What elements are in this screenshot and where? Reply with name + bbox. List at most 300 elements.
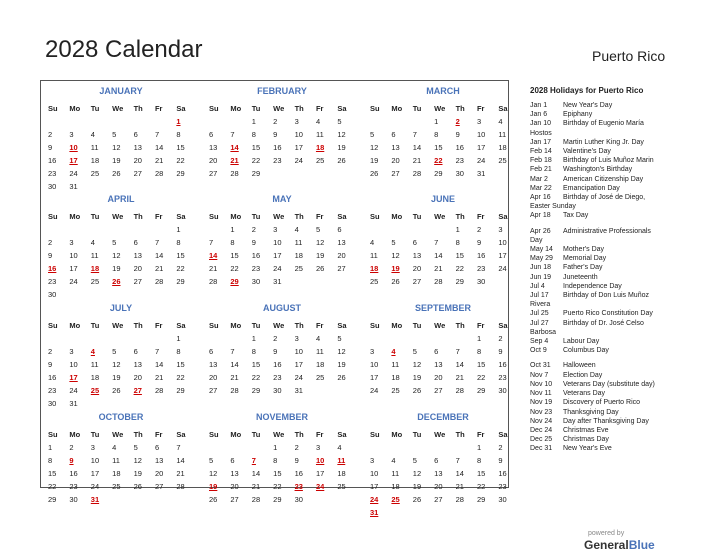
day-cell: 28 [209, 277, 218, 286]
day-cell: 15 [476, 360, 486, 369]
weekday-header: Su [209, 430, 219, 439]
day-cell: 5 [112, 238, 117, 247]
weekday-header: We [434, 104, 446, 113]
day-cell: 20 [391, 156, 400, 165]
empty-cell [46, 115, 67, 128]
day-cell: 13 [133, 143, 142, 152]
holiday-date: Nov 23 [530, 408, 553, 416]
holiday-date: Jan 6 [530, 111, 548, 119]
day-cell: 3 [476, 117, 482, 126]
holiday-name: Emancipation Day [563, 184, 620, 192]
day-cell: 7 [434, 238, 439, 247]
day-cell: 26 [133, 482, 142, 491]
weekday-header: We [273, 321, 285, 330]
day-cell: 16 [455, 143, 464, 152]
day-cell: 15 [176, 360, 185, 369]
weekday-header: Sa [498, 430, 508, 439]
day-cell: 10 [69, 143, 78, 152]
day-cell: 16 [498, 469, 507, 478]
day-cell: 26 [209, 495, 218, 504]
day-cell: 24 [370, 495, 379, 504]
day-cell: 30 [69, 495, 78, 504]
region-label: Puerto Rico [592, 48, 666, 64]
day-cell: 20 [434, 482, 443, 491]
weekday-header: Sa [176, 430, 186, 439]
day-cell: 21 [434, 264, 443, 273]
day-cell: 6 [133, 130, 138, 139]
day-cell: 6 [209, 130, 214, 139]
day-cell: 23 [476, 264, 486, 273]
holiday-date: Apr 18 [530, 212, 551, 220]
weekday-header: Mo [391, 430, 403, 439]
day-cell: 6 [133, 238, 138, 247]
day-cell: 16 [251, 251, 261, 260]
month-name: DECEMBER [417, 412, 469, 422]
weekday-header: Sa [337, 321, 347, 330]
day-cell: 14 [412, 143, 422, 152]
day-cell: 8 [176, 347, 181, 356]
day-cell: 13 [133, 251, 142, 260]
weekday-header: Tu [90, 430, 100, 439]
holiday-item [530, 361, 705, 370]
empty-cell [250, 441, 271, 454]
holiday-item [530, 227, 705, 236]
weekday-header: Mo [230, 104, 242, 113]
day-cell: 11 [370, 251, 378, 260]
day-cell: 21 [455, 373, 464, 382]
day-cell: 25 [315, 373, 325, 382]
weekday-header: Tu [251, 321, 261, 330]
empty-cell [89, 223, 110, 236]
weekday-header: Mo [230, 212, 242, 221]
holiday-date: May 29 [530, 255, 553, 263]
day-cell: 17 [294, 143, 303, 152]
day-cell: 25 [370, 277, 379, 286]
day-cell: 2 [69, 443, 74, 452]
day-cell: 1 [476, 334, 482, 343]
day-cell: 28 [154, 169, 164, 178]
holiday-name: Valentine's Day [563, 148, 611, 156]
weekday-header: Fr [476, 430, 485, 439]
month-name: SEPTEMBER [414, 303, 471, 313]
holiday-item [530, 444, 705, 453]
day-cell: 12 [412, 469, 422, 478]
day-cell: 17 [294, 360, 303, 369]
day-cell: 9 [273, 130, 278, 139]
empty-cell [89, 115, 110, 128]
holiday-item [530, 435, 705, 444]
holiday-item [530, 408, 705, 417]
holiday-name: Discovery of Puerto Rico [563, 399, 641, 407]
empty-cell [110, 115, 131, 128]
weekday-header: Su [209, 104, 219, 113]
holiday-item [530, 371, 705, 380]
weekday-header: We [434, 430, 446, 439]
day-cell: 5 [391, 238, 396, 247]
day-cell: 5 [133, 443, 138, 452]
day-cell: 21 [230, 156, 239, 165]
holiday-name-continued: Rivera [530, 301, 551, 309]
holiday-date: Jun 19 [530, 273, 552, 281]
day-cell: 23 [48, 169, 57, 178]
day-cell: 8 [273, 456, 278, 465]
day-cell: 28 [230, 386, 239, 395]
day-cell: 17 [476, 143, 486, 152]
holiday-date: Jan 17 [530, 138, 552, 146]
weekday-header: Mo [69, 212, 81, 221]
day-cell: 28 [412, 169, 422, 178]
day-cell: 7 [230, 347, 235, 356]
holiday-name: Election Day [563, 371, 603, 379]
day-cell: 30 [251, 277, 261, 286]
holiday-item [530, 110, 705, 119]
day-cell: 12 [370, 143, 379, 152]
day-cell: 3 [69, 347, 74, 356]
day-cell: 16 [498, 360, 507, 369]
day-cell: 24 [294, 156, 303, 165]
day-cell: 20 [209, 156, 218, 165]
day-cell: 5 [370, 130, 375, 139]
weekday-header: We [273, 104, 285, 113]
holiday-name-continued: Day [530, 236, 543, 244]
day-cell: 22 [251, 373, 261, 382]
day-cell: 28 [434, 277, 443, 286]
day-cell: 1 [251, 117, 256, 126]
day-cell: 6 [391, 130, 396, 139]
day-cell: 3 [315, 443, 321, 452]
holiday-item [530, 389, 705, 398]
day-cell: 29 [434, 169, 443, 178]
day-cell: 19 [370, 156, 379, 165]
day-cell: 27 [391, 169, 400, 178]
weekday-header: Fr [315, 104, 324, 113]
day-cell: 31 [90, 495, 100, 504]
holiday-item [530, 291, 705, 300]
day-cell: 4 [370, 238, 375, 247]
weekday-header: Sa [498, 104, 508, 113]
day-cell: 30 [48, 399, 57, 408]
day-cell: 7 [455, 456, 460, 465]
weekday-header: Sa [337, 212, 347, 221]
day-cell: 7 [251, 456, 256, 465]
day-cell: 1 [273, 443, 278, 452]
day-cell: 24 [69, 386, 78, 395]
holiday-item [530, 380, 705, 389]
day-cell: 24 [69, 277, 78, 286]
day-cell: 2 [48, 130, 53, 139]
day-cell: 2 [273, 117, 278, 126]
brand-logo: GeneralBlue [584, 538, 655, 552]
day-cell: 12 [315, 238, 325, 247]
day-cell: 19 [337, 360, 346, 369]
day-cell: 29 [176, 277, 185, 286]
weekday-header: Sa [498, 321, 508, 330]
day-cell: 16 [48, 264, 57, 273]
day-cell: 27 [154, 482, 164, 491]
day-cell: 24 [294, 373, 303, 382]
day-cell: 14 [154, 143, 164, 152]
day-cell: 21 [209, 264, 218, 273]
day-cell: 16 [48, 156, 57, 165]
day-cell: 29 [176, 169, 185, 178]
day-cell: 6 [434, 347, 439, 356]
day-cell: 25 [90, 277, 100, 286]
day-cell: 15 [230, 251, 239, 260]
day-cell: 25 [315, 156, 325, 165]
day-cell: 2 [498, 334, 503, 343]
empty-cell [454, 441, 475, 454]
day-cell: 13 [209, 143, 218, 152]
month-name: APRIL [107, 194, 135, 204]
day-cell: 8 [176, 238, 181, 247]
day-cell: 26 [412, 495, 422, 504]
day-cell: 30 [455, 169, 464, 178]
empty-cell [46, 332, 67, 345]
day-cell: 3 [498, 225, 503, 234]
day-cell: 10 [370, 469, 379, 478]
day-cell: 4 [294, 225, 299, 234]
day-cell: 15 [251, 360, 261, 369]
day-cell: 29 [176, 386, 185, 395]
weekday-header: Su [48, 104, 58, 113]
day-cell: 18 [315, 143, 325, 152]
day-cell: 31 [294, 386, 303, 395]
day-cell: 24 [315, 482, 325, 491]
day-cell: 13 [391, 143, 400, 152]
day-cell: 4 [315, 334, 321, 343]
day-cell: 7 [209, 238, 214, 247]
empty-cell [368, 441, 389, 454]
day-cell: 10 [370, 360, 379, 369]
day-cell: 26 [337, 156, 346, 165]
day-cell: 25 [90, 386, 100, 395]
day-cell: 18 [391, 482, 400, 491]
day-cell: 12 [337, 130, 346, 139]
empty-cell [228, 115, 249, 128]
day-cell: 27 [133, 386, 142, 395]
day-cell: 29 [230, 277, 239, 286]
day-cell: 15 [476, 469, 486, 478]
weekday-header: Fr [476, 321, 485, 330]
holiday-item [530, 147, 705, 156]
day-cell: 9 [498, 456, 503, 465]
day-cell: 10 [498, 238, 507, 247]
day-cell: 8 [434, 130, 439, 139]
day-cell: 26 [112, 169, 121, 178]
day-cell: 14 [154, 251, 164, 260]
day-cell: 19 [209, 482, 218, 491]
empty-cell [368, 332, 389, 345]
day-cell: 2 [273, 334, 278, 343]
weekday-header: Mo [391, 321, 403, 330]
day-cell: 23 [455, 156, 464, 165]
day-cell: 27 [133, 277, 142, 286]
day-cell: 15 [434, 143, 443, 152]
empty-cell [368, 115, 389, 128]
weekday-header: Su [48, 430, 58, 439]
holiday-item [530, 309, 705, 318]
day-cell: 22 [251, 156, 261, 165]
holiday-name: Father's Day [563, 264, 603, 272]
day-cell: 11 [391, 469, 400, 478]
day-cell: 19 [133, 469, 142, 478]
day-cell: 8 [476, 456, 482, 465]
day-cell: 15 [251, 143, 261, 152]
day-cell: 21 [154, 373, 164, 382]
day-cell: 13 [209, 360, 218, 369]
day-cell: 14 [154, 360, 164, 369]
day-cell: 4 [90, 238, 95, 247]
day-cell: 18 [90, 156, 100, 165]
day-cell: 22 [434, 156, 443, 165]
day-cell: 22 [176, 373, 185, 382]
day-cell: 31 [69, 399, 78, 408]
day-cell: 22 [48, 482, 57, 491]
day-cell: 20 [434, 373, 443, 382]
holiday-item [530, 101, 705, 110]
day-cell: 23 [498, 482, 507, 491]
weekday-header: Mo [391, 212, 403, 221]
day-cell: 20 [337, 251, 346, 260]
day-cell: 10 [476, 130, 486, 139]
day-cell: 30 [48, 182, 57, 191]
day-cell: 19 [412, 482, 422, 491]
weekday-header: Tu [251, 104, 261, 113]
day-cell: 18 [370, 264, 379, 273]
holiday-name: Juneteenth [563, 273, 598, 281]
day-cell: 31 [370, 508, 379, 517]
day-cell: 19 [315, 251, 325, 260]
day-cell: 30 [476, 277, 486, 286]
day-cell: 4 [112, 443, 117, 452]
empty-cell [368, 223, 389, 236]
holiday-date: Nov 10 [530, 380, 553, 388]
holiday-date: Nov 7 [530, 371, 549, 379]
day-cell: 9 [48, 360, 53, 369]
weekday-header: Mo [230, 321, 242, 330]
weekday-header: We [112, 430, 124, 439]
day-cell: 22 [176, 264, 185, 273]
holiday-name: Martin Luther King Jr. Day [563, 138, 644, 146]
day-cell: 3 [273, 225, 278, 234]
holiday-name: Administrative Professionals [563, 227, 651, 235]
day-cell: 4 [391, 456, 396, 465]
weekday-header: Su [370, 321, 380, 330]
weekday-header: Mo [230, 430, 242, 439]
weekday-header: Sa [337, 104, 347, 113]
page-title: 2028 Calendar [45, 36, 203, 63]
holiday-date: Nov 24 [530, 417, 553, 425]
holiday-name: Tax Day [563, 212, 589, 220]
month-name: AUGUST [263, 303, 301, 313]
day-cell: 20 [133, 156, 142, 165]
holiday-item [530, 184, 705, 193]
month-name: MARCH [426, 86, 460, 96]
day-cell: 18 [391, 373, 400, 382]
holiday-date: Dec 25 [530, 436, 553, 444]
day-cell: 14 [230, 360, 239, 369]
day-cell: 11 [315, 130, 324, 139]
day-cell: 8 [176, 130, 181, 139]
day-cell: 19 [337, 143, 346, 152]
day-cell: 23 [273, 156, 282, 165]
day-cell: 13 [133, 360, 142, 369]
day-cell: 9 [69, 456, 74, 465]
day-cell: 12 [412, 360, 422, 369]
day-cell: 1 [476, 443, 482, 452]
day-cell: 19 [112, 373, 121, 382]
day-cell: 4 [498, 117, 503, 126]
weekday-header: Mo [69, 104, 81, 113]
holiday-date: Oct 31 [530, 362, 551, 370]
day-cell: 18 [294, 251, 303, 260]
empty-cell [153, 332, 174, 345]
holiday-name: Halloween [563, 362, 596, 370]
day-cell: 13 [230, 469, 239, 478]
day-cell: 4 [90, 347, 95, 356]
day-cell: 2 [455, 117, 460, 126]
day-cell: 12 [391, 251, 400, 260]
day-cell: 14 [230, 143, 239, 152]
holiday-name: Mother's Day [563, 246, 605, 254]
day-cell: 15 [455, 251, 464, 260]
day-cell: 11 [337, 456, 346, 465]
day-cell: 7 [154, 238, 160, 247]
holiday-item [530, 156, 705, 165]
weekday-header: Su [370, 104, 380, 113]
day-cell: 31 [273, 277, 282, 286]
holiday-date: Jul 25 [530, 310, 549, 318]
weekday-header: Tu [412, 104, 422, 113]
day-cell: 5 [315, 225, 321, 234]
holiday-name-continued: Barbosa [530, 328, 557, 336]
day-cell: 26 [315, 264, 325, 273]
day-cell: 15 [48, 469, 57, 478]
day-cell: 5 [209, 456, 214, 465]
weekday-header: Sa [176, 321, 186, 330]
holiday-name: Birthday of Dr. José Celso [563, 319, 644, 327]
day-cell: 30 [498, 386, 507, 395]
weekday-header: Th [294, 212, 304, 221]
empty-cell [207, 332, 228, 345]
month-name: OCTOBER [98, 412, 144, 422]
day-cell: 15 [176, 143, 185, 152]
day-cell: 24 [90, 482, 100, 491]
day-cell: 13 [337, 238, 346, 247]
weekday-header: We [273, 430, 285, 439]
day-cell: 8 [230, 238, 235, 247]
weekday-header: Tu [412, 430, 422, 439]
day-cell: 7 [176, 443, 181, 452]
day-cell: 20 [230, 482, 239, 491]
day-cell: 3 [90, 443, 95, 452]
day-cell: 27 [337, 264, 346, 273]
day-cell: 3 [370, 456, 375, 465]
holiday-name: Memorial Day [563, 255, 607, 263]
day-cell: 13 [154, 456, 164, 465]
day-cell: 10 [294, 347, 303, 356]
day-cell: 22 [176, 156, 185, 165]
day-cell: 21 [412, 156, 422, 165]
holiday-date: Nov 11 [530, 390, 552, 398]
day-cell: 23 [251, 264, 261, 273]
day-cell: 9 [476, 238, 482, 247]
weekday-header: Th [455, 321, 465, 330]
day-cell: 21 [154, 156, 164, 165]
day-cell: 21 [251, 482, 261, 491]
weekday-header: Fr [154, 104, 163, 113]
day-cell: 12 [337, 347, 346, 356]
